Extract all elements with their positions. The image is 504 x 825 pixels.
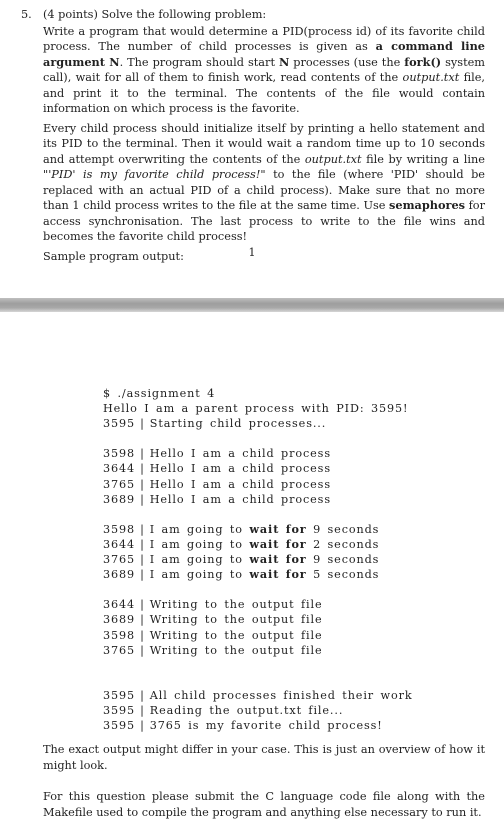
text-run: fork(): [404, 54, 442, 69]
terminal-keyword: for: [285, 536, 307, 551]
paragraph-sample-output-label: Sample program output:: [43, 249, 184, 263]
terminal-line: 3689 | Hello I am a child process: [103, 492, 331, 506]
terminal-text: Hello I am a child process: [149, 477, 331, 491]
text-run: N: [278, 54, 290, 69]
terminal-pid: 3644: [103, 598, 136, 612]
terminal-text: I am going to: [149, 553, 250, 567]
terminal-text: Writing to the output file: [149, 613, 323, 627]
terminal-line: 3595 | 3765 is my favorite child process!: [103, 719, 383, 733]
terminal-line: 3644 | Hello I am a child process: [103, 462, 331, 476]
terminal-pid: 3689: [103, 568, 136, 582]
text-run: output.txt: [402, 71, 460, 84]
terminal-line: 3598 | Writing to the output file: [103, 628, 323, 642]
terminal-line: 3598 | Hello I am a child process: [103, 447, 331, 461]
text-run: file, and print it to the terminal. The contents of the file would contain information on which process is the favorite.: [43, 71, 485, 115]
terminal-pid: 3689: [103, 492, 136, 506]
question-5: [21, 7, 485, 268]
terminal-text: Hello I am a child process: [149, 492, 331, 506]
paragraph-task: [43, 24, 485, 117]
terminal-line: 3595 | All child processes finished their work: [103, 688, 413, 702]
sample-terminal-output: [103, 386, 463, 733]
text-run: processes (use the: [289, 55, 405, 69]
question-number: 5.: [21, 8, 32, 21]
terminal-text: I am going to: [149, 537, 250, 551]
terminal-text: Hello I am a child process: [149, 462, 331, 476]
paragraph-child-behavior: [43, 121, 485, 245]
terminal-keyword: wait: [249, 521, 280, 536]
text-run: Every child process should initialize itself by printing a hello statement and its PID to the terminal. Then it would wait a random time up to 10 seconds and attempt overwriting the contents of the: [43, 121, 485, 166]
terminal-parent-line: Hello I am a parent process with PID: 3595!: [103, 402, 409, 416]
terminal-keyword: for: [285, 521, 307, 536]
terminal-text: 5 seconds: [306, 568, 380, 582]
terminal-text: Writing to the output file: [149, 628, 323, 642]
terminal-text: Starting child processes...: [149, 417, 327, 431]
terminal-pid: 3595: [103, 703, 136, 717]
terminal-pid: 3765: [103, 553, 136, 567]
terminal-keyword: for: [285, 552, 307, 567]
terminal-text: Writing to the output file: [149, 598, 323, 612]
terminal-pid: 3598: [103, 628, 136, 642]
terminal-pid: 3689: [103, 613, 136, 627]
terminal-text: Reading the output.txt file...: [149, 703, 344, 717]
terminal-keyword: wait: [249, 552, 280, 567]
text-run: file by writing a line: [361, 152, 485, 166]
terminal-hello-group: [103, 446, 463, 506]
terminal-pid: 3595: [103, 688, 136, 702]
terminal-keyword: for: [285, 567, 307, 582]
terminal-start-line: 3595 | Starting child processes...: [103, 417, 327, 431]
terminal-text: 2 seconds: [306, 537, 380, 551]
terminal-text: All child processes finished their work: [149, 688, 413, 702]
text-run: to the file (where 'PID' should be replaced with an actual PID of a child process). Make sure that no more than 1 child process writes to the file at the same time. Use: [43, 168, 485, 212]
terminal-pid: 3765: [103, 477, 136, 491]
submission-instructions: For this question please submit the C language code file along with the Makefile used to compile the program and anything else necessary to run it.: [43, 790, 485, 819]
terminal-line: 3644 | Writing to the output file: [103, 598, 323, 612]
page-1: [0, 0, 504, 298]
question-body: [43, 24, 485, 265]
page-divider: [0, 298, 504, 312]
terminal-keyword: wait: [249, 536, 280, 551]
terminal-pid: 3595: [103, 417, 136, 431]
question-points: (4 points) Solve the following problem:: [43, 8, 267, 21]
terminal-keyword: wait: [249, 567, 280, 582]
terminal-text: 3765 is my favorite child process!: [149, 719, 383, 733]
terminal-text: Writing to the output file: [149, 643, 323, 657]
text-run: a command line argument N: [43, 39, 485, 69]
text-run: semaphores: [389, 198, 466, 212]
page-number: 1: [248, 246, 256, 259]
terminal-text: 9 seconds: [306, 553, 380, 567]
text-run: output.txt: [304, 152, 362, 166]
terminal-line: 3689 | I am going to wait for 5 seconds: [103, 567, 380, 582]
terminal-line: 3598 | I am going to wait for 9 seconds: [103, 521, 380, 536]
terminal-text: Hello I am a child process: [149, 447, 331, 461]
terminal-line: 3765 | Hello I am a child process: [103, 477, 331, 491]
terminal-pid: 3644: [103, 462, 136, 476]
terminal-final-group: [103, 688, 463, 733]
terminal-wait-group: [103, 522, 463, 582]
terminal-pid: 3598: [103, 447, 136, 461]
terminal-write-group: [103, 597, 463, 657]
terminal-line: 3595 | Reading the output.txt file...: [103, 703, 344, 717]
terminal-pid: 3595: [103, 719, 136, 733]
terminal-line: 3765 | I am going to wait for 9 seconds: [103, 552, 380, 567]
text-run: system call), wait for all of them to finish work, read contents of the: [43, 55, 486, 84]
terminal-line: 3644 | I am going to wait for 2 seconds: [103, 536, 380, 551]
text-run: for access synchronisation. The last process to write to the file wins and becomes the favorite child process!: [43, 199, 485, 243]
question-header: [21, 7, 485, 23]
output-disclaimer: The exact output might differ in your case. This is just an overview of how it might look.: [43, 743, 485, 772]
terminal-text: I am going to: [149, 522, 250, 536]
text-run: . The program should start: [119, 55, 279, 69]
terminal-pid: 3598: [103, 522, 136, 536]
terminal-line: 3765 | Writing to the output file: [103, 643, 323, 657]
terminal-command: $ ./assignment 4: [103, 387, 216, 400]
text-run: "'PID' is my favorite child process!": [43, 168, 266, 181]
text-run: Write a program that would determine a PID(process id) of its favorite child process. The number of child processes is given as: [43, 24, 485, 53]
terminal-text: 9 seconds: [306, 522, 380, 536]
terminal-pid: 3765: [103, 643, 136, 657]
terminal-text: I am going to: [149, 568, 250, 582]
terminal-line: 3689 | Writing to the output file: [103, 613, 323, 627]
terminal-pid: 3644: [103, 537, 136, 551]
